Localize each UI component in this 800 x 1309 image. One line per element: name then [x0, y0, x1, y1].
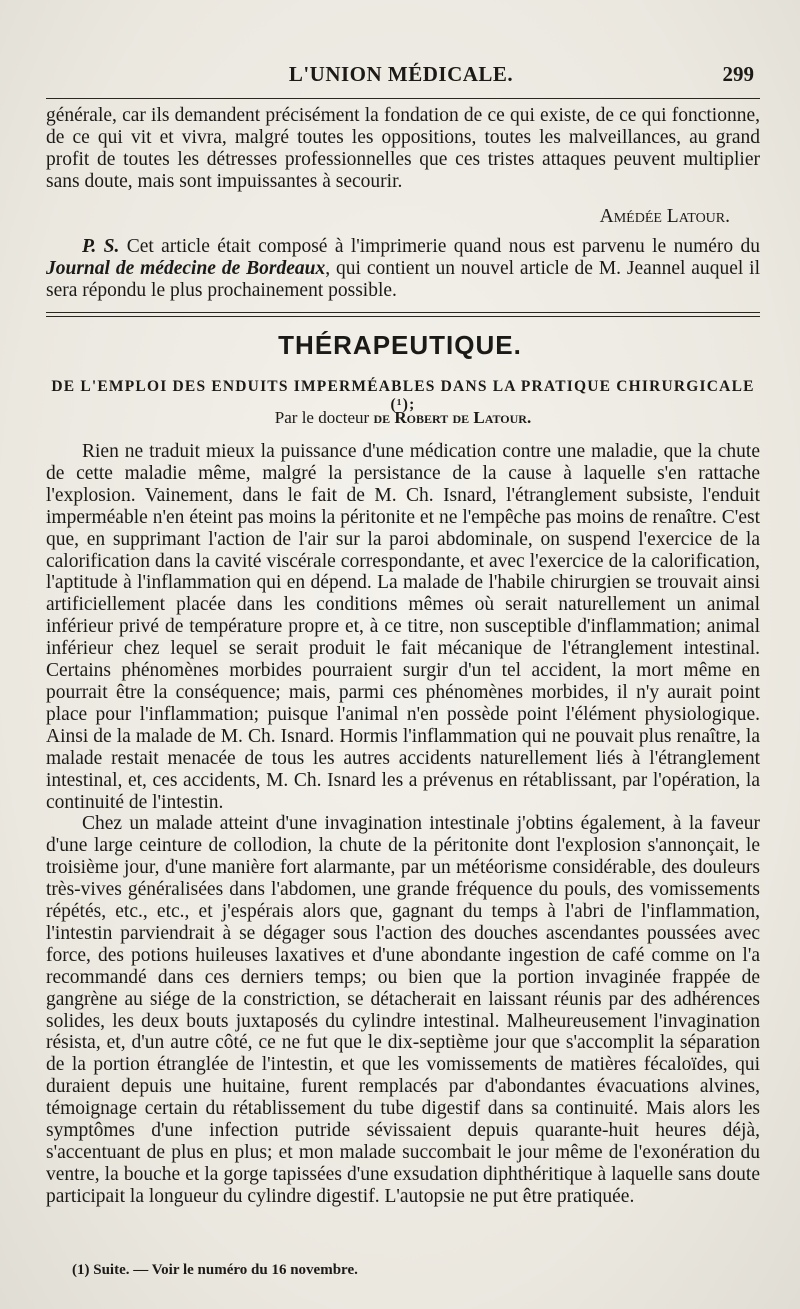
byline-prefix: Par le docteur [274, 408, 374, 427]
page-number: 299 [722, 62, 754, 86]
body-paragraph-1: Rien ne traduit mieux la puissance d'une médication contre une maladie, que la chute de cette maladie même, malgré la persistance de la cause à laquelle s'en rattache l'explosion. Vainement, dans le fait de M. Ch. Isnard, l'étranglement subsiste, l'enduit imperméable n'en éteint pas moins la péritonite et ne l'empêche pas moins de renaître. C'est que, en supprimant l'action de l'air sur la paroi abdominale, on suspend l'exercice de la calorification dans la cavité viscérale correspondante, et avec l'exercice de la calorification, l'aptitude à l'inflammation qui en dépend. La malade de l'habile chirurgien se trouvait ainsi artificiellement placée dans les conditions mêmes où serait naturellement un animal inférieur privé de température propre et, à ce titre, non susceptible d'inflammation; animal inférieur chez lequel se serait produit le fait mécanique de l'étranglement intestinal. Certains phénomènes morbides pourraient surgir d'un tel accident, la mort même en pourrait être la conséquence; mais, parmi ces phénomènes morbides, il n'y aurait point place pour l'inflammation; puisque l'animal n'en possède point l'élément physiologique. Ainsi de la malade de M. Ch. Isnard. Hormis l'inflammation qui ne pouvait plus renaître, la malade restait menacée de tous les autres accidents naturellement liés à l'étranglement intestinal, et, ces accidents, M. Ch. Isnard les a prévenus en rétablissant, par l'opération, la continuité de l'intestin. [46, 441, 760, 813]
postscript [46, 236, 760, 302]
signature [46, 206, 730, 228]
body-paragraph-2: Chez un malade atteint d'une invagination intestinale j'obtins également, à la faveur d'une large ceinture de collodion, la chute de la péritonite dont l'explosion s'annonçait, le troisième jour, d'une manière fort alarmante, par un météorisme considérable, des douleurs très-vives généralisées dans l'abdomen, une grande fréquence du pouls, des vomissements répétés, etc., etc., et j'espérais alors que, gagnant du temps à l'abri de l'inflammation, l'intestin parviendrait à se dégager sous l'action des douches ascendantes poussées avec force, des potions huileuses laxatives et d'une abondante ingestion de café comme on l'a recommandé dans ces derniers temps; ou bien que la portion invaginée frappée de gangrène au siége de la constriction, se détacherait en laissant réunis par des adhérences solides, les deux bouts juxtaposés du cylindre intestinal. Malheureusement l'invagination résista, et, d'un autre côté, ce ne fut que le dix-septième jour que s'accomplit la séparation de la portion étranglée de l'intestin, et que les vomissements de matières fécaloïdes, qui duraient depuis une huitaine, furent remplacés par d'abondantes évacuations alvines, témoignage certain du rétablissement du tube digestif dans sa continuité. Mais alors les symptômes d'une infection putride sévissaient depuis quarante-huit heures déjà, s'accentuant de plus en plus; et mon malade succombait le jour même de l'exonération du ventre, la bouche et la gorge tapissées d'une exsudation diphthéritique à laquelle sans doute participait la longueur du cylindre digestif. L'autopsie ne put être pratiquée. [46, 813, 760, 1207]
previous-article-paragraph: générale, car ils demandent précisément la fondation de ce qui existe, de ce qui fonctionne, de ce qui vit et vivra, malgré toutes les oppositions, toutes les malveillances, au grand profit de toutes les détresses professionnelles que ces tristes attaques peuvent multiplier sans doute, mais sont impuissantes à secourir. [46, 105, 760, 192]
page-header [46, 62, 756, 92]
signature-name: Amédée Latour. [599, 206, 730, 227]
postscript-paragraph [46, 236, 760, 302]
section-title: THÉRAPEUTIQUE. [278, 330, 522, 360]
article-title: DE L'EMPLOI DES ENDUITS IMPERMÉABLES DANS LA PRATIQUE CHIRURGICALE (¹); [51, 378, 755, 413]
section-rule-bottom [46, 316, 760, 317]
postscript-label: P. S. [82, 236, 120, 257]
postscript-text-2: , qui contient un nouvel article de M. Jeannel auquel il sera répondu le plus prochainement possible. [46, 257, 761, 301]
byline [46, 408, 760, 428]
header-rule [46, 98, 760, 99]
journal-name: Journal de médecine de Bordeaux [46, 257, 326, 279]
article-body [46, 441, 760, 1208]
footnote: (1) Suite. — Voir le numéro du 16 novembre. [72, 1262, 358, 1278]
postscript-text-1: Cet article était composé à l'imprimerie quand nous est parvenu le numéro du [119, 236, 760, 257]
byline-author: de Robert de Latour. [373, 408, 532, 427]
previous-article-text [46, 105, 760, 193]
section-rule-top [46, 312, 760, 313]
running-title: L'UNION MÉDICALE. [288, 62, 514, 86]
